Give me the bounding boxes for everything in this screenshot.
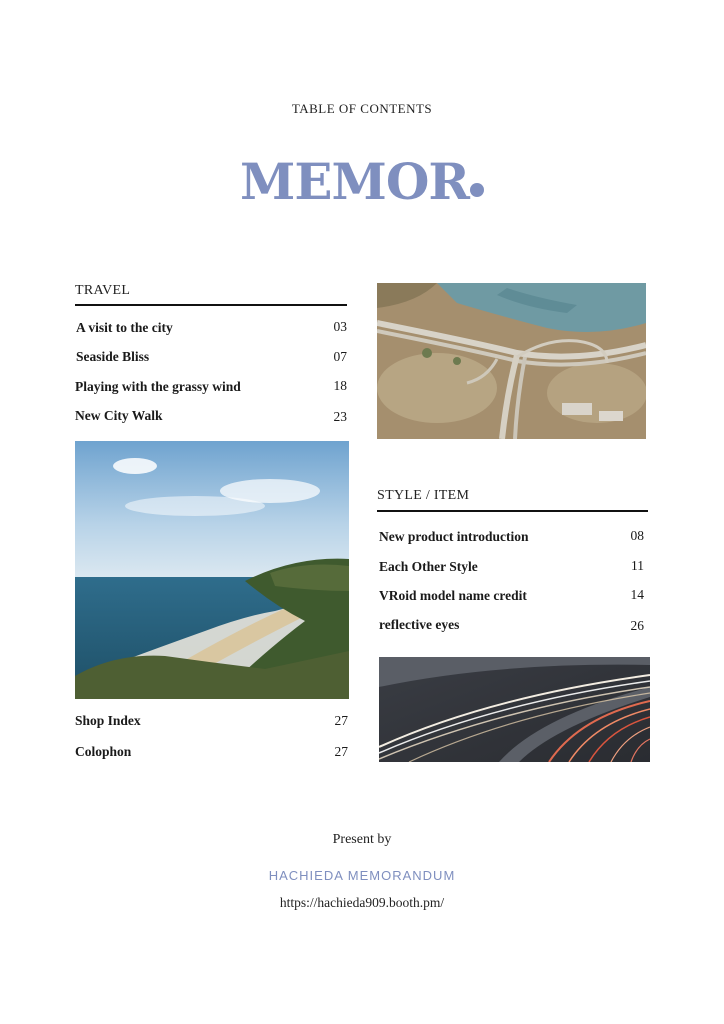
toc-entry-page: 23 bbox=[333, 409, 347, 424]
logo-dot bbox=[470, 183, 484, 197]
toc-label: TABLE OF CONTENTS bbox=[291, 101, 433, 116]
style-item-rule bbox=[377, 510, 648, 512]
brand-name: HACHIEDA MEMORANDUM bbox=[268, 868, 456, 883]
toc-entry-title[interactable]: VRoid model name credit bbox=[379, 588, 527, 603]
seaside-coast-photo bbox=[75, 441, 349, 699]
toc-entry-page: 14 bbox=[630, 587, 644, 602]
shop-url-link[interactable]: https://hachieda909.booth.pm/ bbox=[279, 895, 445, 910]
toc-entry-title[interactable]: Shop Index bbox=[75, 713, 141, 728]
present-by-label: Present by bbox=[332, 832, 392, 847]
toc-entry-title[interactable]: Seaside Bliss bbox=[76, 349, 150, 364]
light-trails-photo bbox=[379, 657, 650, 762]
toc-entry-title[interactable]: Colophon bbox=[75, 744, 132, 759]
travel-rule bbox=[75, 304, 347, 306]
toc-entry-title[interactable]: New City Walk bbox=[75, 408, 163, 423]
toc-entry-title[interactable]: reflective eyes bbox=[379, 617, 460, 632]
style-item-heading: STYLE / ITEM bbox=[377, 488, 470, 503]
toc-entry-page: 08 bbox=[630, 528, 644, 543]
toc-entry-page: 03 bbox=[333, 319, 347, 334]
aerial-highway-photo bbox=[377, 283, 646, 439]
toc-entry-title[interactable]: Each Other Style bbox=[379, 559, 478, 574]
travel-heading: TRAVEL bbox=[75, 283, 131, 298]
magazine-logo bbox=[0, 150, 724, 214]
toc-entry-page: 27 bbox=[334, 713, 348, 728]
toc-entry-page: 27 bbox=[334, 744, 348, 759]
toc-entry-page: 26 bbox=[630, 618, 644, 633]
toc-entry-page: 07 bbox=[333, 349, 347, 364]
logo-text: MEMOR bbox=[240, 152, 469, 211]
toc-entry-title[interactable]: A visit to the city bbox=[76, 320, 173, 335]
toc-entry-page: 18 bbox=[333, 378, 347, 393]
toc-entry-title[interactable]: New product introduction bbox=[379, 529, 529, 544]
toc-entry-page: 11 bbox=[631, 558, 644, 573]
toc-entry-title[interactable]: Playing with the grassy wind bbox=[75, 379, 241, 394]
